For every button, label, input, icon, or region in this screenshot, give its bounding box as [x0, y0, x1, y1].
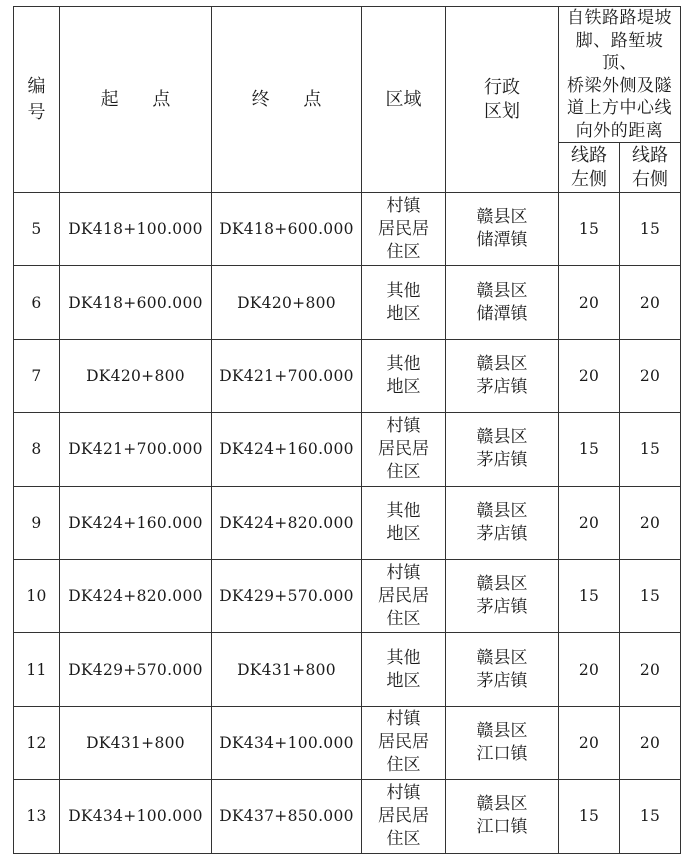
header-start [60, 7, 212, 193]
cell-left: 15 [559, 193, 620, 266]
cell-admin-line: 储潭镇 [476, 230, 528, 251]
cell-id: 9 [14, 486, 60, 559]
cell-admin-line: 江口镇 [476, 817, 528, 838]
header-start-label: 起 点 [100, 88, 185, 110]
cell-admin [446, 706, 559, 779]
header-distance-line4: 道上方中心线 [567, 98, 672, 118]
cell-zone-line: 居民居 [378, 438, 429, 459]
cell-end: DK424+160.000 [212, 413, 362, 486]
cell-zone [362, 266, 446, 339]
cell-admin [446, 413, 559, 486]
cell-admin-line: 赣县区 [476, 794, 528, 815]
cell-zone-line: 居民居 [378, 585, 429, 606]
table-row [14, 559, 681, 632]
header-distance-line3: 桥梁外侧及隧 [567, 75, 672, 96]
cell-zone-line: 其他 [386, 353, 421, 374]
cell-zone-line: 其他 [386, 647, 421, 668]
header-zone-label: 区域 [385, 88, 422, 110]
cell-zone-line: 地区 [386, 376, 421, 397]
table-row [14, 193, 681, 266]
cell-admin-line: 茅店镇 [476, 597, 528, 618]
header-distance-line1: 自铁路路堤坡 [567, 8, 672, 28]
cell-id: 13 [14, 780, 60, 853]
cell-right: 20 [620, 486, 681, 559]
cell-admin-line: 赣县区 [476, 427, 528, 448]
cell-id: 7 [14, 339, 60, 412]
cell-zone-line: 居民居 [378, 732, 429, 753]
cell-right: 15 [620, 780, 681, 853]
table-row [14, 266, 681, 339]
cell-right: 15 [620, 559, 681, 632]
cell-zone [362, 780, 446, 853]
cell-zone [362, 413, 446, 486]
cell-start: DK429+570.000 [60, 633, 212, 706]
cell-admin-line: 赣县区 [476, 500, 528, 521]
cell-admin-line: 赣县区 [476, 720, 528, 741]
cell-left: 20 [559, 266, 620, 339]
header-distance-line2: 脚、路堑坡顶、 [575, 30, 664, 73]
cell-admin-line: 茅店镇 [476, 376, 528, 397]
cell-admin [446, 780, 559, 853]
cell-zone [362, 193, 446, 266]
cell-end: DK418+600.000 [212, 193, 362, 266]
header-end-label: 终 点 [251, 88, 336, 110]
cell-zone [362, 486, 446, 559]
cell-admin-line: 赣县区 [476, 280, 528, 301]
cell-left: 15 [559, 413, 620, 486]
table-row [14, 633, 681, 706]
cell-admin [446, 193, 559, 266]
cell-left: 20 [559, 486, 620, 559]
cell-zone-line: 其他 [386, 280, 421, 301]
cell-end: DK431+800 [212, 633, 362, 706]
cell-id: 12 [14, 706, 60, 779]
cell-zone-line: 村镇 [386, 195, 421, 216]
table-row [14, 706, 681, 779]
cell-end: DK434+100.000 [212, 706, 362, 779]
cell-zone [362, 633, 446, 706]
table-row [14, 413, 681, 486]
cell-admin [446, 486, 559, 559]
header-distance [559, 7, 681, 143]
cell-zone [362, 559, 446, 632]
cell-zone-line: 村镇 [386, 709, 421, 730]
cell-end: DK429+570.000 [212, 559, 362, 632]
header-right-side [620, 143, 681, 193]
cell-admin-line: 茅店镇 [476, 670, 528, 691]
cell-admin [446, 559, 559, 632]
cell-left: 20 [559, 633, 620, 706]
table-row [14, 780, 681, 853]
cell-end: DK421+700.000 [212, 339, 362, 412]
cell-zone-line: 住区 [386, 461, 421, 482]
cell-left: 20 [559, 339, 620, 412]
cell-zone-line: 居民居 [378, 218, 429, 239]
header-left-line2: 左侧 [571, 168, 607, 190]
header-id-line1: 编 [27, 75, 46, 97]
header-zone [362, 7, 446, 193]
header-end [212, 7, 362, 193]
cell-zone-line: 居民居 [378, 805, 429, 826]
header-left-side [559, 143, 620, 193]
distance-table [13, 6, 681, 854]
cell-admin-line: 茅店镇 [476, 523, 528, 544]
cell-id: 5 [14, 193, 60, 266]
cell-zone-line: 村镇 [386, 562, 421, 583]
cell-id: 6 [14, 266, 60, 339]
cell-left: 15 [559, 559, 620, 632]
cell-end: DK420+800 [212, 266, 362, 339]
table-row [14, 339, 681, 412]
header-right-line2: 右侧 [632, 168, 668, 190]
header-id-line2: 号 [27, 101, 46, 123]
cell-left: 20 [559, 706, 620, 779]
cell-right: 20 [620, 706, 681, 779]
cell-start: DK421+700.000 [60, 413, 212, 486]
cell-admin-line: 赣县区 [476, 207, 528, 228]
header-admin-line1: 行政 [484, 76, 520, 98]
cell-right: 20 [620, 266, 681, 339]
cell-admin [446, 266, 559, 339]
cell-end: DK437+850.000 [212, 780, 362, 853]
header-admin [446, 7, 559, 193]
header-left-line1: 线路 [571, 144, 607, 166]
cell-zone-line: 住区 [386, 608, 421, 629]
cell-zone [362, 339, 446, 412]
cell-zone-line: 村镇 [386, 782, 421, 803]
cell-admin-line: 赣县区 [476, 574, 528, 595]
cell-start: DK424+820.000 [60, 559, 212, 632]
cell-zone-line: 地区 [386, 523, 421, 544]
cell-right: 20 [620, 633, 681, 706]
cell-id: 10 [14, 559, 60, 632]
cell-id: 8 [14, 413, 60, 486]
cell-end: DK424+820.000 [212, 486, 362, 559]
cell-admin-line: 江口镇 [476, 743, 528, 764]
cell-right: 20 [620, 339, 681, 412]
cell-zone-line: 村镇 [386, 415, 421, 436]
cell-admin [446, 633, 559, 706]
cell-zone-line: 地区 [386, 303, 421, 324]
cell-left: 15 [559, 780, 620, 853]
cell-zone [362, 706, 446, 779]
table-row [14, 486, 681, 559]
header-distance-line5: 向外的距离 [575, 120, 664, 141]
cell-start: DK418+600.000 [60, 266, 212, 339]
cell-admin-line: 赣县区 [476, 647, 528, 668]
header-right-line1: 线路 [632, 144, 668, 166]
cell-admin-line: 储潭镇 [476, 303, 528, 324]
cell-admin [446, 339, 559, 412]
header-id [14, 7, 60, 193]
cell-zone-line: 住区 [386, 828, 421, 849]
cell-zone-line: 地区 [386, 670, 421, 691]
cell-start: DK434+100.000 [60, 780, 212, 853]
cell-start: DK431+800 [60, 706, 212, 779]
header-admin-line2: 区划 [484, 100, 520, 122]
cell-admin-line: 赣县区 [476, 353, 528, 374]
cell-zone-line: 住区 [386, 755, 421, 776]
cell-admin-line: 茅店镇 [476, 450, 528, 471]
cell-right: 15 [620, 413, 681, 486]
cell-start: DK418+100.000 [60, 193, 212, 266]
cell-start: DK420+800 [60, 339, 212, 412]
cell-zone-line: 住区 [386, 241, 421, 262]
cell-id: 11 [14, 633, 60, 706]
table-body [14, 193, 681, 854]
cell-start: DK424+160.000 [60, 486, 212, 559]
cell-zone-line: 其他 [386, 500, 421, 521]
cell-right: 15 [620, 193, 681, 266]
